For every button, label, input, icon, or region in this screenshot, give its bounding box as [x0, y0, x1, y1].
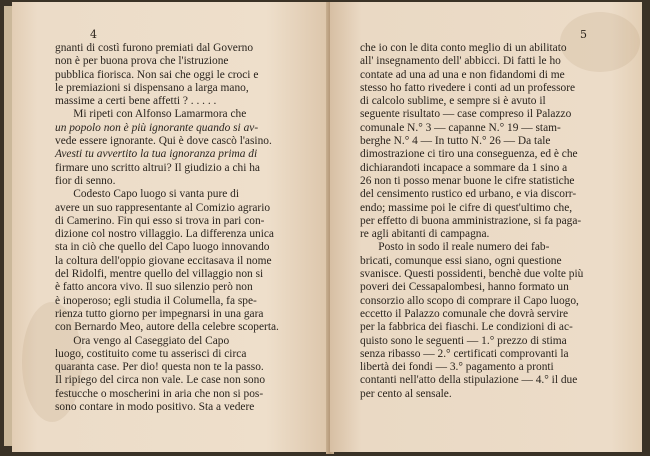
text-line: con Bernardo Meo, autore della celebre scoperta. [55, 321, 279, 334]
text-line: massime a certi bene affetti ? . . . . . [55, 95, 217, 108]
text-line: che io con le dita conto meglio di un abilitato [360, 42, 567, 54]
text-line: Ora vengo al Caseggiato del Capo [73, 334, 230, 347]
text-line: dizione col nostro villaggio. La differenza unica [55, 228, 274, 241]
text-line: bricati, comunque essi siano, ogni questione [360, 254, 562, 267]
right-page [330, 2, 642, 452]
text-line: 26 non ti posso menar buone le cifre statistiche [360, 174, 575, 187]
text-line: di Camerino. Fin qui esso si trova in pari con- [55, 214, 265, 227]
text-line: all' insegnamento dell' abbicci. Di fatti le ho [360, 55, 561, 68]
text-line: seguente risultato — case compreso il Palazzo [360, 108, 572, 121]
text-line: comunale N.° 3 — capanne N.° 19 — stam- [360, 121, 561, 134]
text-line: non è per buona prova che l'istruzione [55, 55, 229, 68]
text-line: berghe N.° 4 — In tutto N.° 26 — Da tale [360, 135, 551, 148]
text-line: eccetto il Palazzo comunale che dovrà servire [360, 307, 569, 320]
book-spread [4, 2, 644, 454]
text-line: pubblica fiorisca. Non sai che oggi le croci e [55, 68, 259, 81]
text-line: vede essere ignorante. Qui è dove cascò l'asino. [55, 135, 272, 148]
text-line: dimostrazione ci tiro una conseguenza, ed è che [360, 148, 578, 161]
text-line: Posto in sodo il reale numero dei fab- [378, 241, 550, 254]
text-line: è inoperoso; egli studia il Columella, fa spe- [55, 294, 257, 307]
right-page-number: 5 [580, 28, 587, 41]
text-line: contate ad una ad una e non fidandomi di me [360, 68, 565, 81]
text-line: di calcolo sublime, e sempre si è avuto il [360, 95, 546, 108]
left-page [12, 2, 330, 452]
text-line: quisto sono le seguenti — 1.° prezzo di stima [360, 334, 567, 347]
text-line: le premiazioni si dispensano a larga mano, [55, 81, 249, 94]
text-line: del censimento rustico ed urbano, e via discorr- [360, 188, 577, 201]
text-line: un popolo non è più ignorante quando si av- [55, 121, 259, 134]
text-line: Codesto Capo luogo si vanta pure di [73, 188, 240, 201]
text-line: luogo, costituito come tu asserisci di circa [55, 347, 247, 360]
text-line: senza ribasso — 2.° certificati comprovanti la [360, 347, 569, 360]
text-line: sono contare in modo positivo. Sta a vedere [55, 401, 255, 414]
text-line: Il ripiego del circa non vale. Le case non sono [55, 374, 266, 387]
text-line: dichiarandoti incapace a sommare da 1 sino a [360, 161, 568, 174]
text-line: festucche o moscherini in aria che non si pos- [55, 387, 264, 400]
text-line: avere un suo rappresentante al Comizio agrario [55, 201, 271, 214]
text-line: del Ridolfi, mentre quello del villaggio non si [55, 268, 264, 281]
text-line: contanti nell'atto della stipulazione — 4.° il due [360, 374, 578, 387]
text-line: per la fabbrica dei fiaschi. Le condizioni di ac- [360, 321, 573, 334]
text-line: svanisce. Questi possidenti, benchè due volte più [360, 268, 584, 281]
text-line: sta in ciò che quello del Capo luogo innovando [55, 241, 270, 254]
right-page-text [360, 42, 618, 401]
text-line: la coltura dell'oppio giovane eccitasava il nome [55, 254, 272, 267]
text-line: firmare uno scritto altrui? Il giudizio a chi ha [55, 161, 260, 174]
text-line: rienza tutto giorno per impegnarsi in una gara [55, 307, 264, 320]
text-line: quaranta case. Per dio! questa non te la passo. [55, 361, 264, 374]
text-line: re agli abitanti di campagna. [360, 228, 490, 241]
text-line: stesso ho fatto rivedere i conti ad un professore [360, 81, 576, 94]
text-line: endo; massime poi le cifre di quest'ultimo che, [360, 201, 573, 214]
text-line: gnanti di costì furono premiati dal Governo [55, 42, 254, 54]
text-line: consorzio allo scopo di comprare il Capo luogo, [360, 294, 579, 307]
left-page-text [55, 42, 307, 414]
text-line: Avesti tu avvertito la tua ignoranza prima di [55, 148, 258, 161]
text-line: per cento al sensale. [360, 387, 452, 400]
text-line: Mi ripeti con Alfonso Lamarmora che [73, 108, 247, 121]
text-line: fior di senno. [55, 174, 116, 187]
text-line: per effetto di buona amministrazione, si fa paga- [360, 214, 582, 227]
text-line: è fatto ancora vivo. Il suo silenzio però non [55, 281, 253, 294]
text-line: libertà dei fondi — 3.° pagamento a pronti [360, 361, 554, 374]
text-line: poveri dei Cessapalombesi, hanno formato un [360, 281, 569, 294]
left-page-number: 4 [90, 28, 97, 41]
